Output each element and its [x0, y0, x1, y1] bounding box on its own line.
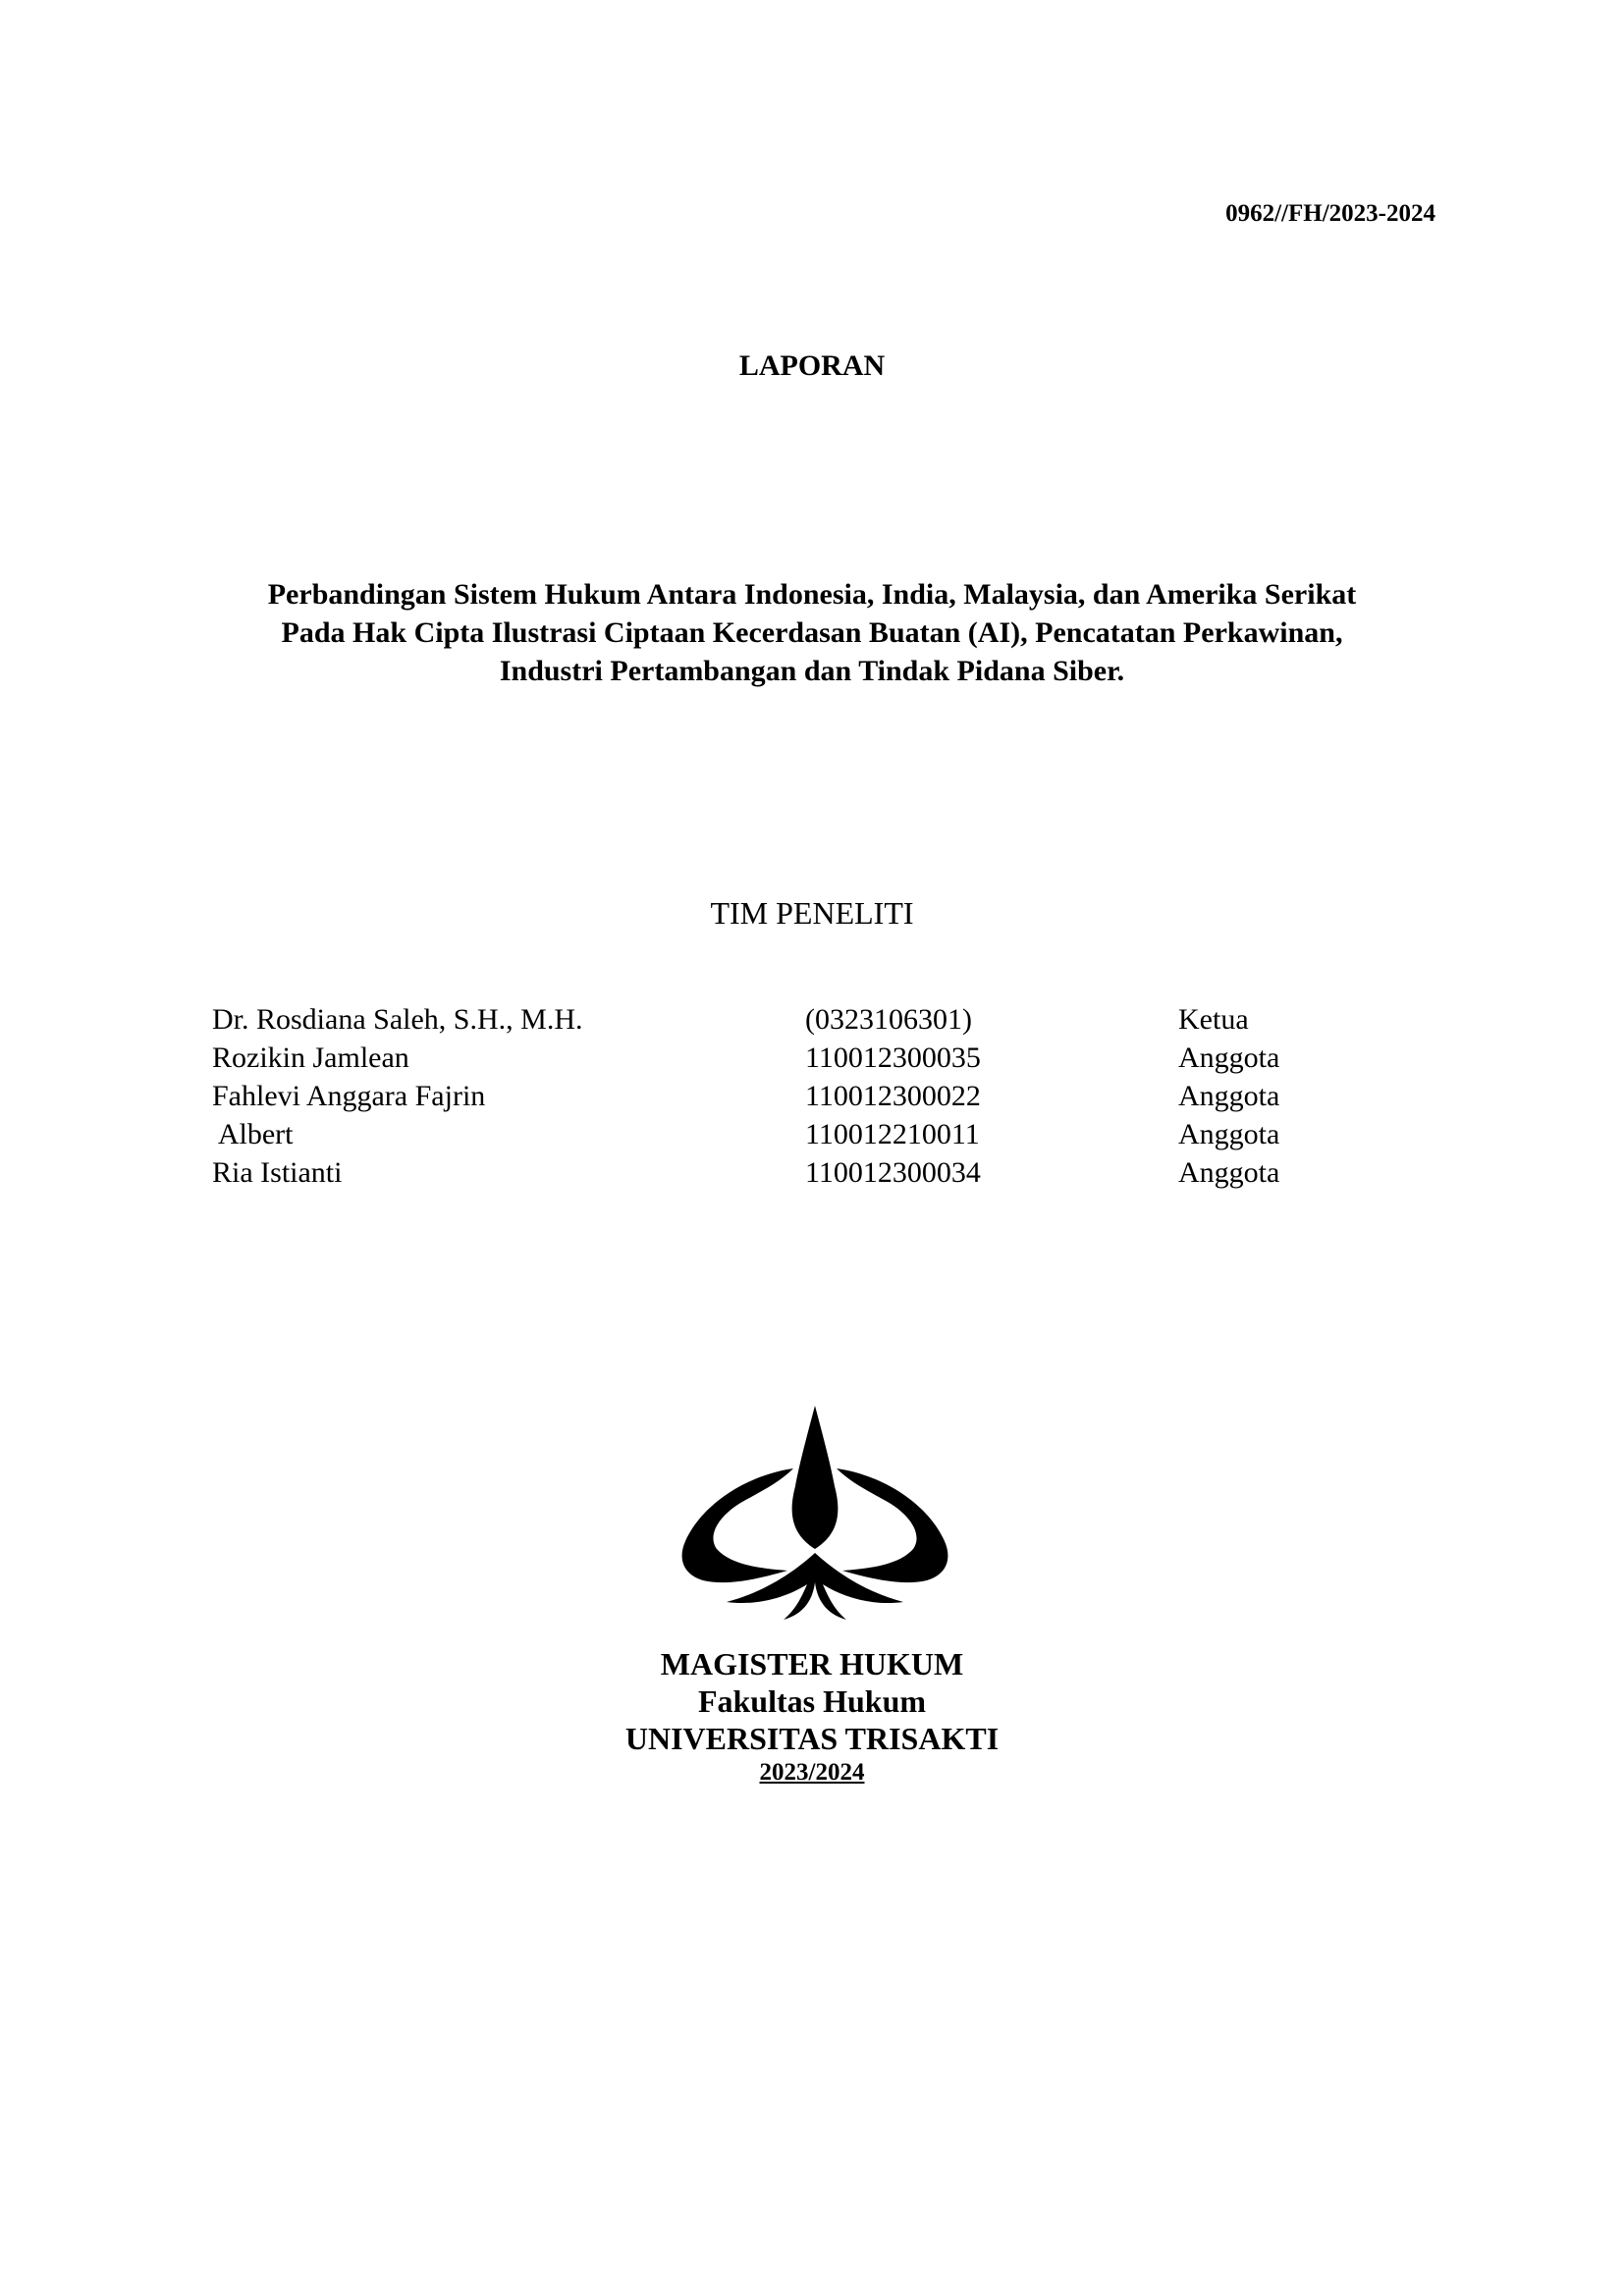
team-member-row	[212, 1077, 1292, 1115]
document-number: 0962//FH/2023-2024	[1225, 200, 1435, 227]
member-role: Anggota	[1178, 1080, 1280, 1112]
university-trisakti-logo-icon	[677, 1406, 952, 1622]
research-title-line: Perbandingan Sistem Hukum Antara Indonesia, India, Malaysia, dan Amerika Serikat	[267, 578, 1357, 611]
member-role: Anggota	[1178, 1118, 1280, 1150]
member-role: Anggota	[1178, 1041, 1280, 1074]
team-table	[212, 1000, 1292, 1192]
member-name: Fahlevi Anggara Fajrin	[212, 1080, 486, 1112]
member-role: Anggota	[1178, 1156, 1280, 1189]
team-member-row	[212, 1000, 1292, 1039]
logo-right-wing	[837, 1468, 947, 1582]
research-title-line: Industri Pertambangan dan Tindak Pidana Siber.	[499, 655, 1125, 687]
team-member-row	[212, 1039, 1292, 1077]
team-member-row	[212, 1153, 1292, 1192]
faculty-name: Fakultas Hukum	[697, 1683, 927, 1719]
research-title	[157, 575, 1467, 690]
member-id: 110012300035	[805, 1041, 981, 1074]
academic-year: 2023/2024	[759, 1759, 865, 1786]
logo-flame-shape	[792, 1406, 839, 1549]
member-name: Dr. Rosdiana Saleh, S.H., M.H.	[212, 1003, 583, 1036]
report-label: LAPORAN	[738, 349, 886, 382]
member-name: Albert	[212, 1118, 294, 1150]
member-id: (0323106301)	[805, 1003, 972, 1036]
member-id: 110012210011	[805, 1118, 980, 1150]
member-role: Ketua	[1178, 1003, 1249, 1036]
member-name: Rozikin Jamlean	[212, 1041, 409, 1074]
team-heading: TIM PENELITI	[710, 895, 914, 931]
logo-left-wing	[682, 1468, 793, 1582]
program-name: MAGISTER HUKUM	[660, 1646, 964, 1682]
institution-block	[0, 1645, 1624, 1789]
research-title-line: Pada Hak Cipta Ilustrasi Ciptaan Kecerdasan Buatan (AI), Pencatatan Perkawinan,	[281, 616, 1343, 649]
member-name: Ria Istianti	[212, 1156, 343, 1189]
member-id: 110012300022	[805, 1080, 981, 1112]
team-member-row	[212, 1115, 1292, 1153]
university-name: UNIVERSITAS TRISAKTI	[624, 1721, 1000, 1756]
member-id: 110012300034	[805, 1156, 981, 1189]
